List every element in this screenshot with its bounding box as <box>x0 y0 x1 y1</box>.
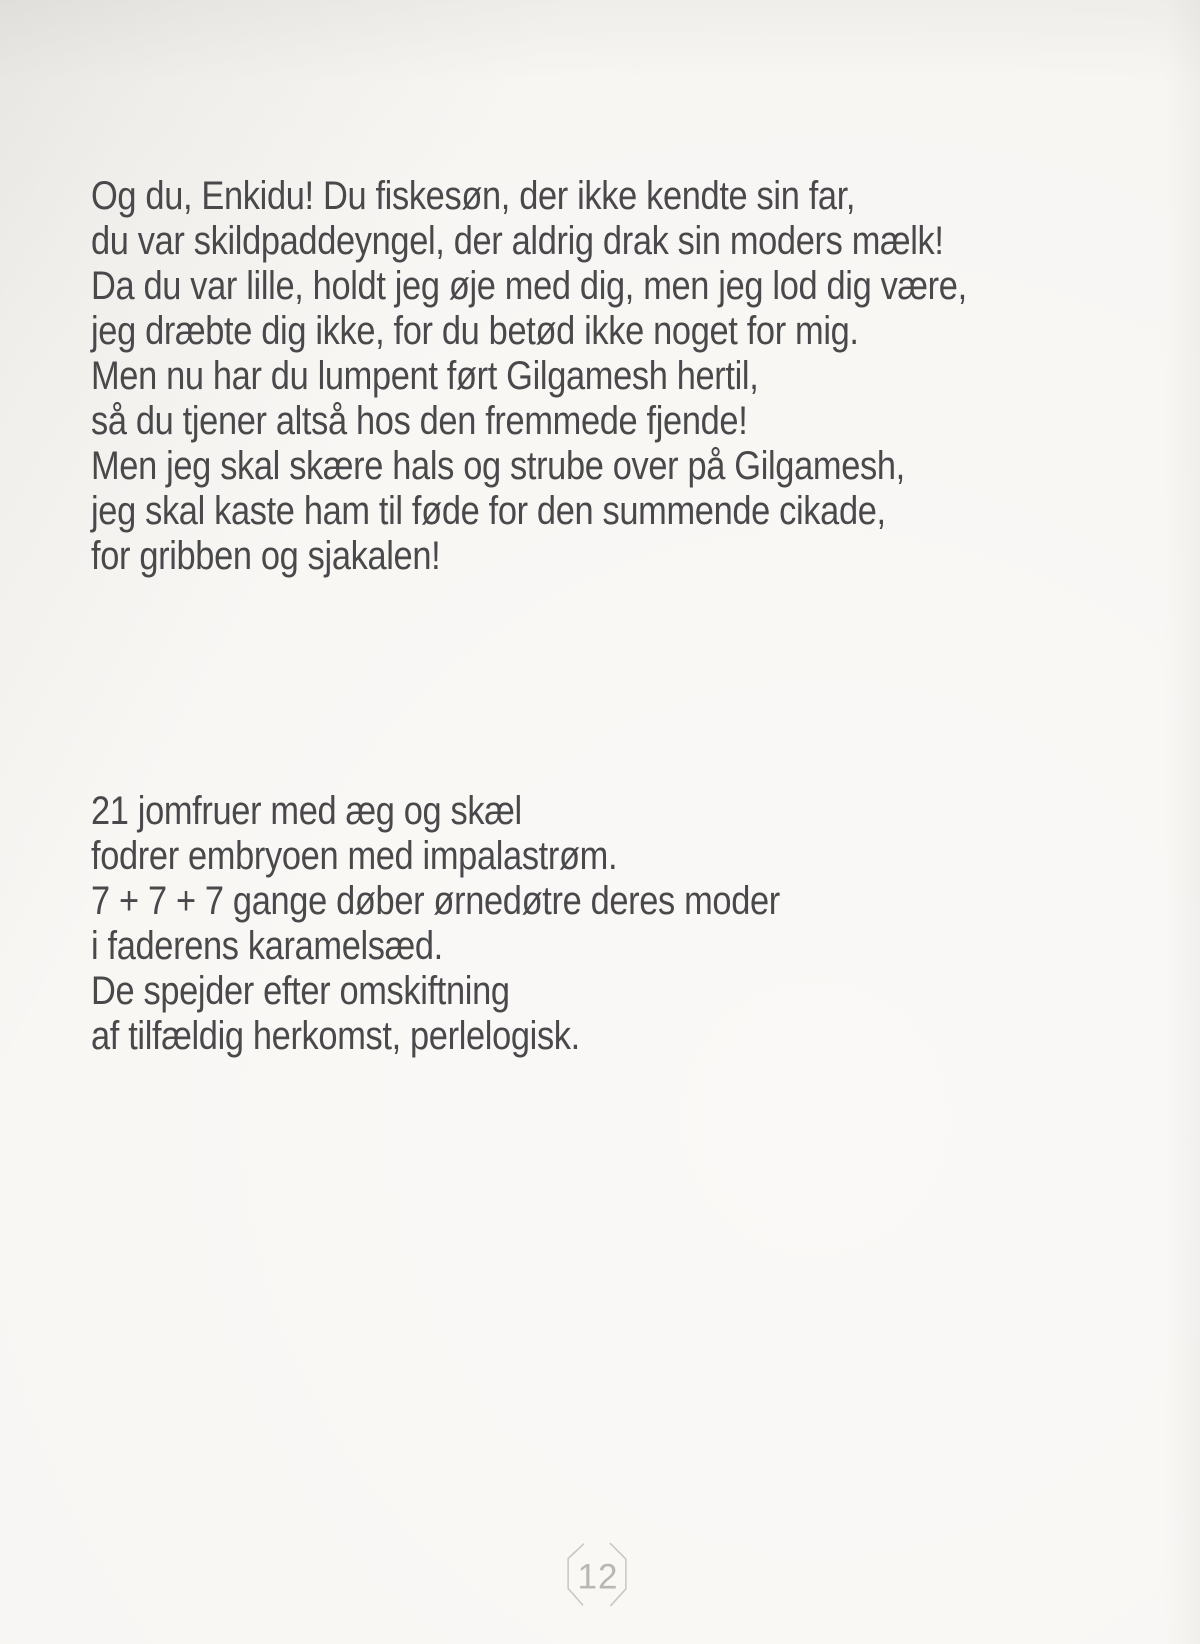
poem-line: 21 jomfruer med æg og skæl <box>91 789 522 833</box>
poem-line: i faderens karamelsæd. <box>91 924 443 968</box>
poem-line: jeg dræbte dig ikke, for du betød ikke noget for mig. <box>91 309 859 353</box>
poem-line: Da du var lille, holdt jeg øje med dig, men jeg lod dig være, <box>91 264 967 308</box>
poem-line: jeg skal kaste ham til føde for den summende cikade, <box>91 489 886 533</box>
poem-line: så du tjener altså hos den fremmede fjende! <box>91 399 748 443</box>
poem-line: De spejder efter omskiftning <box>91 969 510 1013</box>
poem-line: af tilfældig herkomst, perlelogisk. <box>91 1014 580 1058</box>
poem-line: Og du, Enkidu! Du fiskesøn, der ikke kendte sin far, <box>91 174 856 218</box>
page-number-mark <box>564 1542 630 1608</box>
poem-line: du var skildpaddeyngel, der aldrig drak sin moders mælk! <box>91 219 944 263</box>
poem-line: fodrer embryoen med impalastrøm. <box>91 834 618 878</box>
poem-line: Men jeg skal skære hals og strube over på Gilgamesh, <box>91 444 905 488</box>
poem-line: Men nu har du lumpent ført Gilgamesh hertil, <box>91 354 759 398</box>
poem-line: 7 + 7 + 7 gange døber ørnedøtre deres moder <box>91 879 780 923</box>
poem-line: for gribben og sjakalen! <box>91 534 441 578</box>
poem-stanza-2 <box>91 789 780 1059</box>
poem-stanza-1 <box>91 174 967 579</box>
page-number: 12 <box>577 1557 619 1597</box>
